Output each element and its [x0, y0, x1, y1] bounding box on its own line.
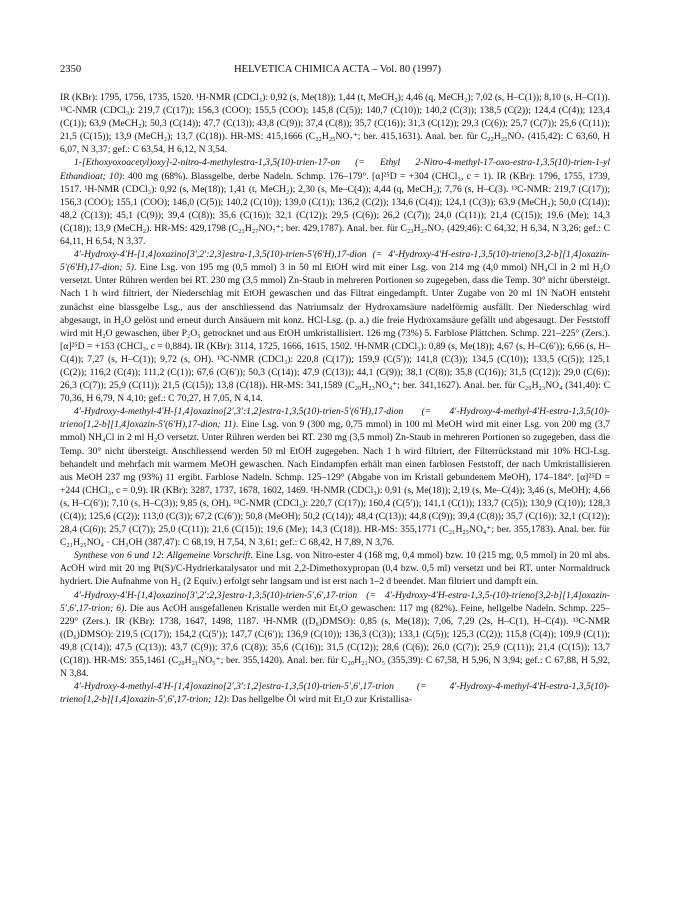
- text-run: : Das hellgelbe Öl wird mit Et₂O zur Kristallisa-: [226, 694, 413, 706]
- paragraph: [60, 405, 610, 549]
- italic-run: 1-[Ethoxyoxoacetyl)oxy]-2-nitro-4-methylestra-1,3,5(10)-trien-17-on (= Ethyl 2-Nitro-4-methyl-17-oxo-estra-1,3,5(10)-trien-1-yl Ethandioat; 10): [60, 157, 610, 182]
- paragraph: [60, 680, 610, 706]
- italic-run: 4′-Hydroxy-4′H-[1,4]oxazino[3′,2′:2,3]estra-1,3,5(10)-trien-5′,6′,17-trion (= 4′-Hydroxy-4′H-estra-1,3,5-(10)-trieno[3,2-b][1,4]oxazin-5′,6′,17-trion; 6): [60, 589, 610, 614]
- text-run: . Eine Lsg. von 195 mg (0,5 mmol) 3 in 50 ml EtOH wird mit einer Lsg. von 214 mg (4,0 mmol) NH₄Cl in 2 ml H₂O versetzt. Unter Rühren werden bei RT. 230 mg (3,5 mmol) Zn-Staub in mehreren Portionen so zugegeben, dass die Temp. 30° nicht übersteigt. Nach 1 h wird filtriert, der Niederschlag mit EtOH gewaschen und das Filtrat eingedampft. Unter Zugabe von 20 ml 1N NaOH entsteht zunächst eine blassgelbe Lsg., aus der anschliessend das Natriumsalz der Hydroxamsäure nadelförmig ausfällt. Der Niederschlag wird abgesaugt, in H₂O gelöst und erneut durch Ansäuern mit konz. HCl-Lsg. (p. a.) die freie Hydroxamsäure gefällt und abgesaugt. Der Feststoff wird mit H₂O gewaschen, über P₂O₅ getrocknet und aus EtOH umkristallisiert. 126 mg (73%) 5. Farblose Plättchen. Schmp. 221–225° (Zers.). [α]²⁵D = +153 (CHCl₃, c = 0,884). IR (KBr): 3114, 1725, 1666, 1615, 1502. ¹H-NMR (CDCl₃): 0,89 (s, Me(18)); 4,67 (s, H–C(6′)); 6,66 (s, H–C(4)); 7,27 (s, H–C(1)); 9,72 (s, OH). ¹³C-NMR (CDCl₃): 220,8 (C(17)); 159,9 (C(5′)); 141,8 (C(3)); 134,5 (C(10)); 133,5 (C(5)); 125,1 (C(2)); 116,2 (C(4)); 111,2 (C(1)); 67,6 (C(6′)); 50,3 (C(14)); 47,9 (C(13)); 44,1 (C(9)); 38,1 (C(8)); 35,8 (C(16)); 31,5 (C(12)); 29,0 (C(6)); 26,3 (C(7)); 25,9 (C(11)); 21,5 (C(15)); 13,8 (C(18)). HR-MS: 341,1589 (C₂₀H₂₃NO₄⁺; ber. 341,1627). Anal. ber. für C₂₀H₂₃NO₄ (341,40): C 70,36, H 6,79, N 4,10; gef.: C 70,27, H 7,05, N 4,14.: [60, 262, 610, 405]
- page-number: 2350: [60, 64, 82, 75]
- text-run: . Eine Lsg. von 9 (300 mg, 0,75 mmol) in 100 ml MeOH wird mit einer Lsg. von 200 mg (3,7 mmol) NH₄Cl in 2 ml H₂O versetzt. Unter Rühren werden bei RT. 230 mg (3,5 mmol) Zn-Staub in mehreren Portionen so zugegeben, dass die Temp. 30° nicht übersteigt. Anschliessend werden 50 ml EtOH zugegeben. Nach 1 h wird filtriert, der Filterrückstand mit 10% HCl-Lsg. behandelt und mehrfach mit warmem MeOH gewaschen. Nach Eindampfen erhält man einen farblosen Feststoff, der nach Umkristallisieren aus MeOH 237 mg (93%) 11 ergibt. Farblose Nadeln. Schmp. 125–129° (Abgabe von im Kristall gebundenem MeOH), 174–184°. [α]²⁵D = +244 (CHCl₃, c = 0,9). IR (KBr): 3287, 1737, 1678, 1602, 1469. ¹H-NMR (CDCl₃): 0,91 (s, Me(18)); 2,19 (s, Me–C(4)); 3,46 (s, MeOH); 4,66 (s, H–C(6′)); 7,10 (s, H–C(3)); 9,85 (s, OH). ¹³C-NMR (CDCl₃): 220,7 (C(17)); 160,4 (C(5′)); 141,1 (C(1)); 133,7 (C(5)); 130,9 (C(10)); 128,3 (C(4)); 125,6 (C(2)); 113,0 (C(3)); 67,2 (C(6′)); 50,8 (MeOH); 50,2 (C(14)); 48,4 (C(13)); 44,8 (C(9)); 39,4 (C(8)); 35,7 (C(16)); 32,1 (C(12)); 28,4 (C(6)); 25,7 (C(7)); 25,0 (C(11)); 21,6 (C(15)); 19,6 (Me); 14,3 (C(18)). HR-MS: 355,1771 (C₂₁H₂₅NO₄⁺; ber. 355,1783). Anal. ber. für C₂₁H₂₅NO₄ · CH₃OH (387,47): C 68,19, H 7,54, N 3,61; gef.: C 68,42, H 7,89, N 3,76.: [60, 419, 611, 549]
- paragraph: [60, 549, 610, 588]
- italic-run: Allgemeine Vorschrift: [166, 550, 251, 562]
- text-run: IR (KBr): 1795, 1756, 1735, 1520. ¹H-NMR (CDCl₃): 0,92 (s, Me(18)); 1,44 (t, MeCH₂); 4,46 (q, MeCH₂); 7,02 (s, H–C(1)); 8,10 (s, H–C(1)). ¹³C-NMR (CDCl₃): 219,7 (C(17)); 156,3 (COO); 155,5 (COO); 145,8 (C(5)); 140,7 (C(10)); 140,2 (C(3)); 138,5 (C(2)); 124,4 (C(4)); 123,4 (C(1)); 63,9 (MeCH₂); 50,3 (C(14)); 47,7 (C(13)); 43,8 (C(9)); 37,4 (C(8)); 35,7 (C(16)); 31,3 (C(12)); 29,3 (C(6)); 25,7 (C(7)); 25,6 (C(11)); 21,5 (C(15)); 13,9 (MeCH₂); 13,7 (C(18)). HR-MS: 415,1666 (C₂₂H₂₅NO₇⁺; ber. 415,1631). Anal. ber. für C₂₂H₂₅NO₇ (415,42): C 63,60, H 6,07, N 3,37; gef.: C 63,54, H 6,12, N 3,54.: [60, 92, 610, 156]
- page-header: [60, 64, 615, 78]
- paragraph: [60, 589, 610, 681]
- journal-running-title: HELVETICA CHIMICA ACTA – Vol. 80 (1997): [233, 64, 442, 75]
- italic-run: 4′-Hydroxy-4-methyl-4′H-[1,4]oxazino[2′,3′:1,2]estra-1,3,5(10)-trien-5′(6′H),17-dion (= 4′-Hydroxy-4-methyl-4′H-estra-1,3,5(10)-trieno[1,2-b][1,4]oxazin-5′(6′H),17-dion; 11): [60, 406, 610, 431]
- text-run: . Eine Lsg. von Nitro-ester 4 (168 mg, 0,4 mmol) bzw. 10 (215 mg, 0,5 mmol) in 20 ml abs. AcOH wird mit 20 mg Pt(S)/C-Hydrierkatalysator und mit 2,2-Dimethoxypropan (0,4 bzw. 0,5 ml) versetzt und bei RT. unter Normaldruck hydriert. Die Aufnahme von H₂ (2 Equiv.) erfolgt sehr langsam und ist erst nach 1–2 d beendet. Man filtriert und dampft ein.: [60, 550, 610, 588]
- paragraph: [60, 248, 610, 405]
- italic-run: 4′-Hydroxy-4-methyl-4′H-[1,4]oxazino[2′,3′:1,2]estra-1,3,5(10)-trien-5′,6′,17-trion (= 4′-Hydroxy-4-methyl-4′H-estra-1,3,5(10)-trieno[1,2-b][1,4]oxazin-5′,6′,17-trion; 12): [60, 681, 610, 706]
- text-run: : 400 mg (68%). Blassgelbe, derbe Nadeln. Schmp. 176–179°. [α]²⁵D = +304 (CHCl₃, c = 1). IR (KBr): 1796, 1755, 1739, 1517. ¹H-NMR (CDCl₃): 0,92 (s, Me(18)); 1,41 (t, MeCH₂); 2,30 (s, Me–C(4)); 4,44 (q, MeCH₂); 7,76 (s, H–C(3). ¹³C-NMR: 219,7 (C(17)); 156,3 (COO); 155,1 (COO); 146,0 (C(5)); 140,2 (C(10)); 139,0 (C(1)); 136,2 (C(2)); 134,6 (C(4)); 124,1 (C(3)); 63,9 (MeCH₂); 50,0 (C(14)); 48,2 (C(13)); 45,1 (C(9)); 39,4 (C(8)); 35,6 (C(16)); 32,1 (C(12)); 29,5 (C(6)); 26,2 (C(7)); 24,0 (C(11)); 21,4 (C(15)); 19,6 (Me); 14,3 (C(18)); 13,9 (MeCH₂). HR-MS: 429,1798 (C₂₃H₂₇NO₇⁺; ber. 429,1787). Anal. ber. für C₂₃H₂₇NO₇ (429,46): C 64,32, H 6,34, N 3,26; gef.: C 64,11, H 6,54, N 3,37.: [60, 170, 611, 248]
- text-run: . Die aus AcOH ausgefallenen Kristalle werden mit Et₂O gewaschen: 117 mg (82%). Feine, hellgelbe Nadeln. Schmp. 225–229° (Zers.). IR (KBr): 1738, 1647, 1498, 1187. ¹H-NMR ((D₆)DMSO): 0,85 (s, Me(18)); 7,06, 7,29 (2s, H–C(1), H–C(4)). ¹³C-NMR ((D₆)DMSO): 219,5 (C(17)); 154,2 (C(5′)); 147,7 (C(6′)); 136,9 (C(10)); 136,3 (C(3)); 133,1 (C(5)); 125,3 (C(2)); 115,8 (C(4)); 109,9 (C(1)); 49,8 (C(14)); 47,5 (C(13)); 43,7 (C(9)); 37,6 (C(8)); 35,6 (C(16)); 31,5 (C(12)); 28,6 (C(6)); 26,0 (C(7)); 25,9 (C(11)); 21,4 (C(15)); 13,7 (C(18)). HR-MS: 355,1461 (C₂₀H₂₁NO₅⁺; ber. 355,1420). Anal. ber. für C₂₀H₂₁NO₅ (355,39): C 67,58, H 5,96, N 3,94; gef.: C 67,88, H 5,92, N 3,84.: [60, 602, 610, 680]
- italic-run: Synthese von 6 und 12: [74, 550, 162, 562]
- paragraph: [60, 156, 610, 248]
- article-body: [60, 91, 610, 706]
- text-run: :: [161, 550, 167, 562]
- italic-run: 4′-Hydroxy-4′H-[1,4]oxazino[3′,2′:2,3]estra-1,3,5(10)-trien-5′(6′H),17-dion (= 4′-Hydroxy-4′H-estra-1,3,5(10)-trieno[3,2-b][1,4]oxazin-5′(6′H),17-dion; 5): [60, 249, 610, 274]
- paragraph: [60, 91, 610, 156]
